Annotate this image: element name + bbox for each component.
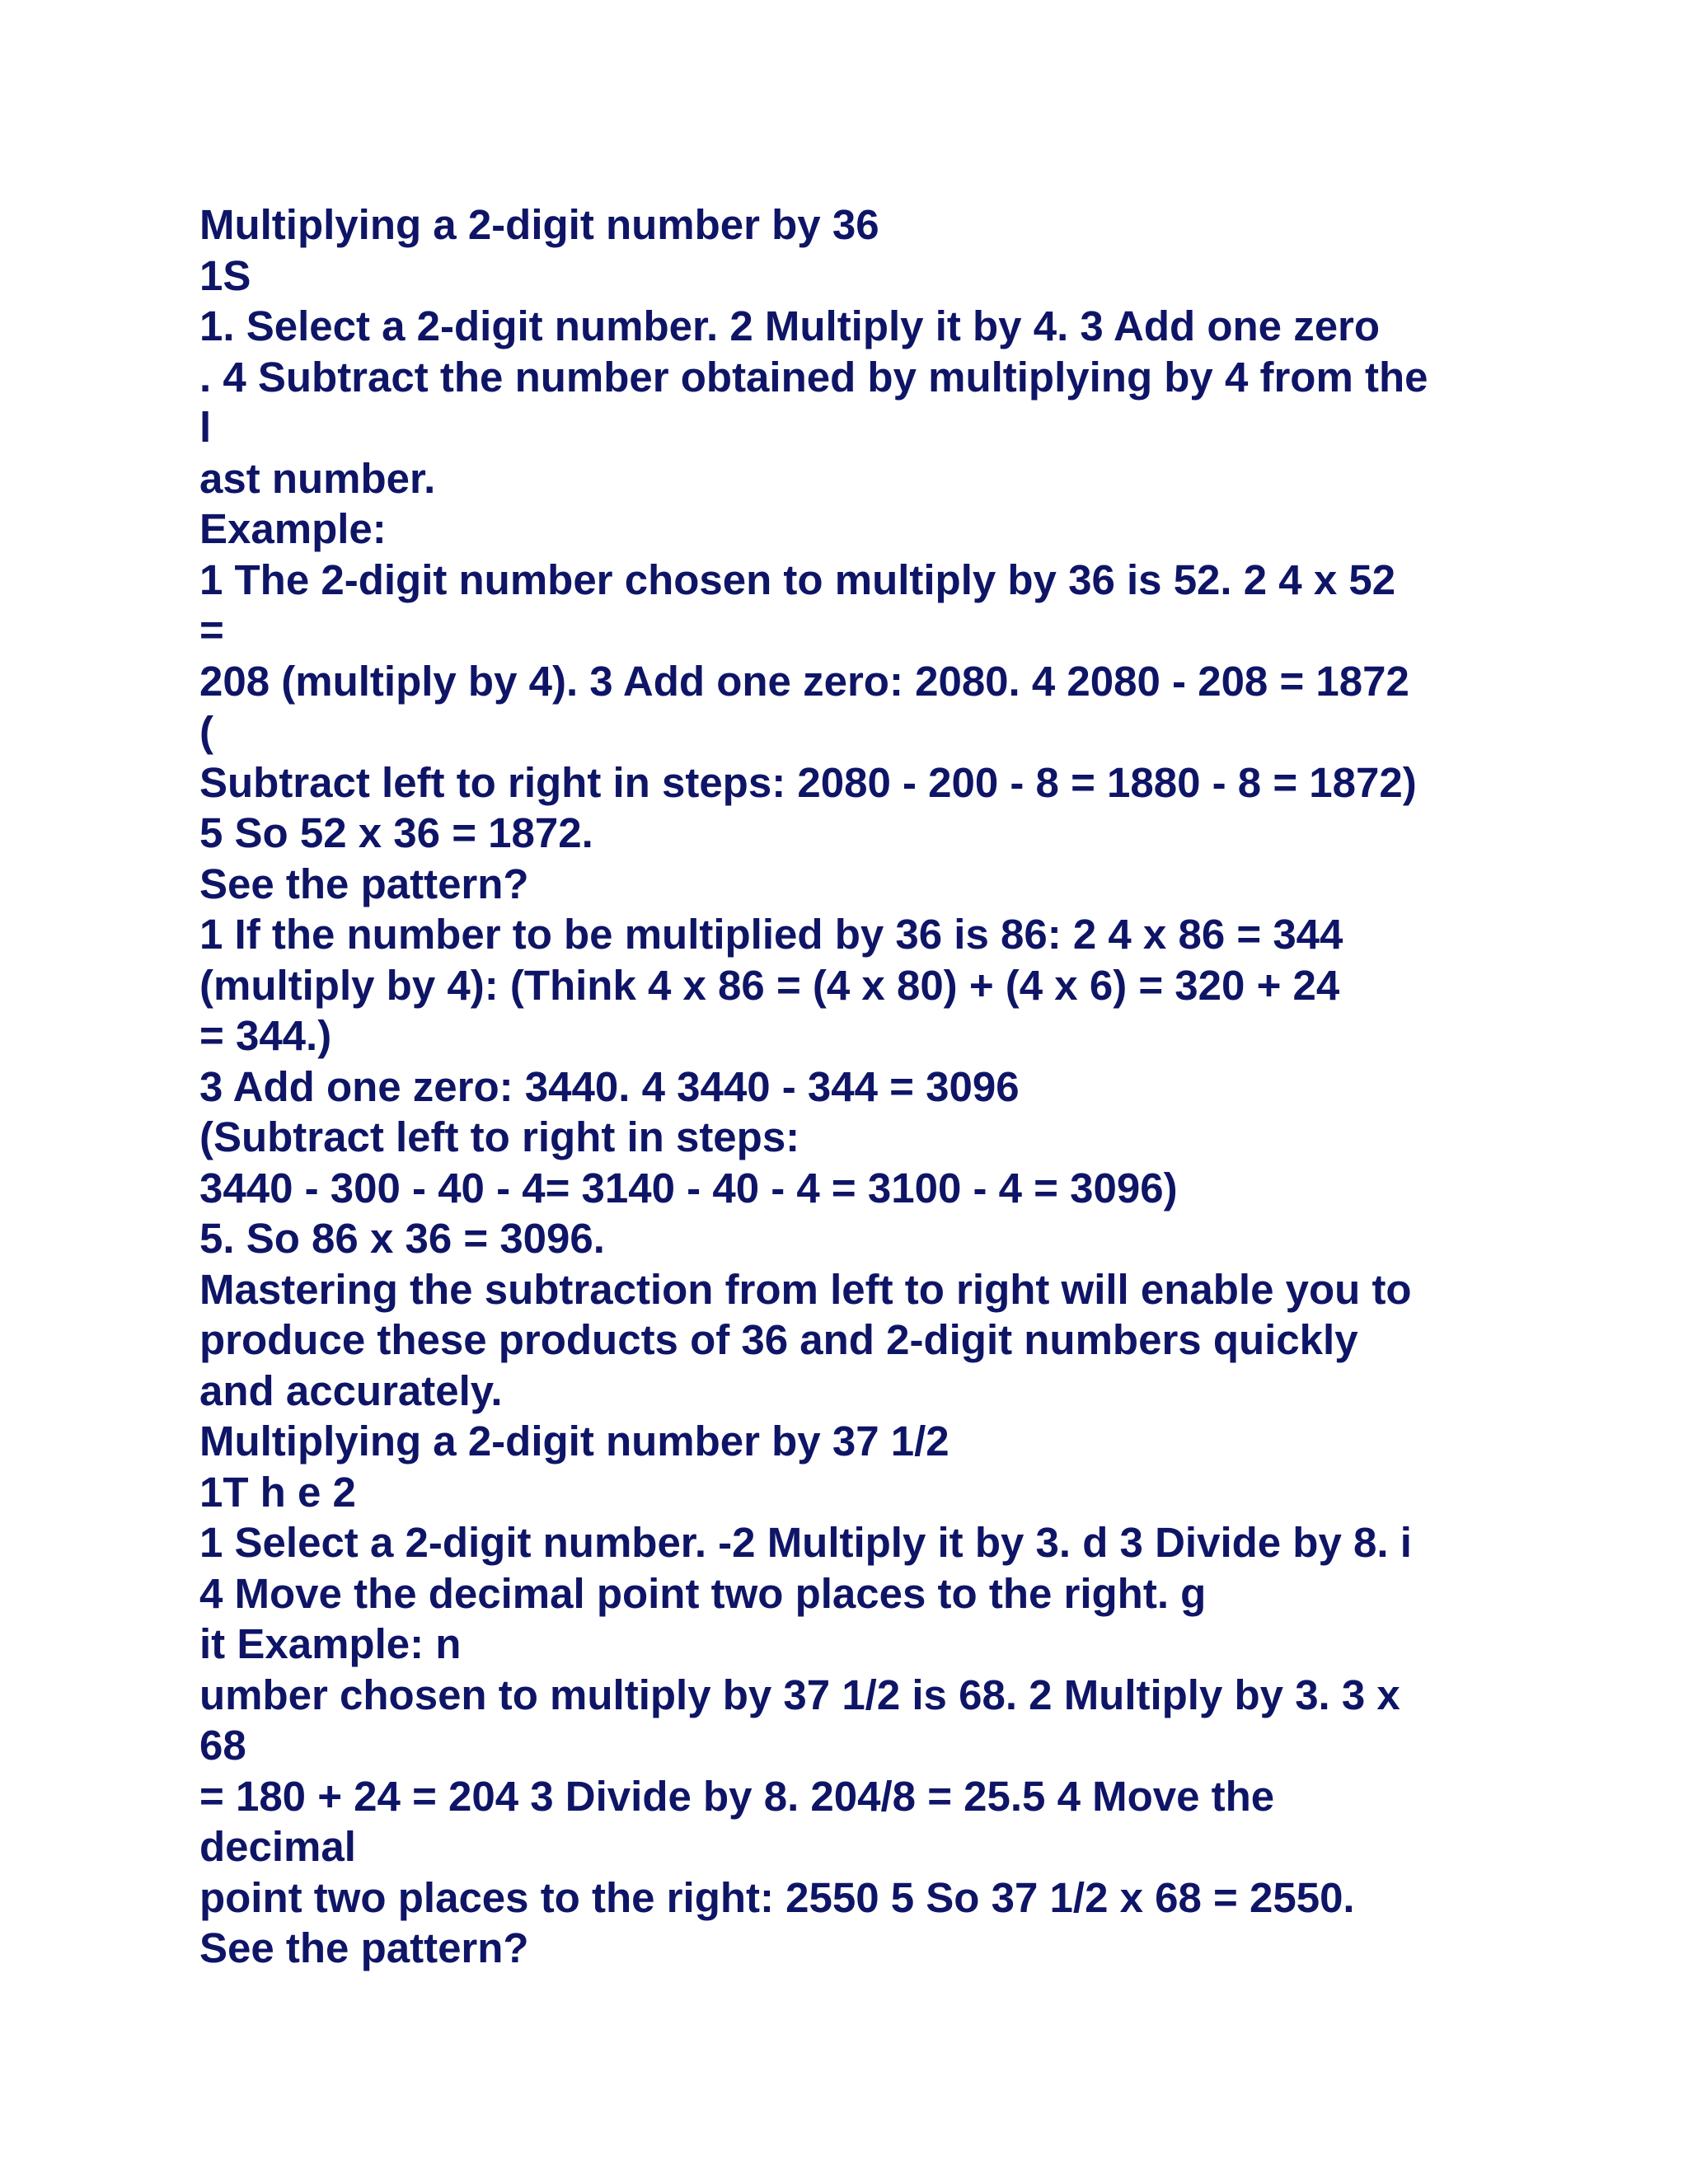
text-line: = 344.) xyxy=(199,1012,332,1059)
text-line: ( xyxy=(199,708,213,755)
text-line: ast number. xyxy=(199,454,436,502)
text-line: 5 So 52 x 36 = 1872. xyxy=(199,809,593,856)
text-line: 5. So 86 x 36 = 3096. xyxy=(199,1215,605,1262)
text-line: point two places to the right: 2550 5 So 37 1/2 x 68 = 2550. xyxy=(199,1873,1355,1921)
text-line: (multiply by 4): (Think 4 x 86 = (4 x 80) + (4 x 6) = 320 + 24 xyxy=(199,961,1340,1009)
text-line: umber chosen to multiply by 37 1/2 is 68. 2 Multiply by 3. 3 x xyxy=(199,1671,1400,1718)
example-heading: Example: xyxy=(199,505,387,552)
text-line: 1 The 2-digit number chosen to multiply by 36 is 52. 2 4 x 52 xyxy=(199,555,1396,603)
document-body xyxy=(199,199,1551,1974)
text-line: decimal xyxy=(199,1823,356,1870)
text-line: = xyxy=(199,607,224,654)
text-line: 4 Move the decimal point two places to the right. g xyxy=(199,1569,1207,1617)
section-heading-37-half: Multiplying a 2-digit number by 37 1/2 xyxy=(199,1418,950,1465)
text-line: 1. Select a 2-digit number. 2 Multiply it by 4. 3 Add one zero xyxy=(199,302,1381,349)
text-line: 1 If the number to be multiplied by 36 is 86: 2 4 x 86 = 344 xyxy=(199,911,1343,958)
text-line: . 4 Subtract the number obtained by multiplying by 4 from the xyxy=(199,353,1428,401)
pattern-heading: See the pattern? xyxy=(199,860,529,907)
section-heading-36: Multiplying a 2-digit number by 36 xyxy=(199,201,879,248)
text-line: Subtract left to right in steps: 2080 - 200 - 8 = 1880 - 8 = 1872) xyxy=(199,758,1417,806)
text-line: 3 Add one zero: 3440. 4 3440 - 344 = 3096 xyxy=(199,1062,1020,1110)
text-line: produce these products of 36 and 2-digit numbers quickly xyxy=(199,1316,1358,1363)
text-line: = 180 + 24 = 204 3 Divide by 8. 204/8 = 25.5 4 Move the xyxy=(199,1772,1275,1820)
text-line: (Subtract left to right in steps: xyxy=(199,1113,800,1160)
text-line: 3440 - 300 - 40 - 4= 3140 - 40 - 4 = 3100 - 4 = 3096) xyxy=(199,1164,1178,1212)
text-line: it Example: n xyxy=(199,1620,462,1667)
text-line: 1T h e 2 xyxy=(199,1468,356,1516)
text-line: and accurately. xyxy=(199,1366,503,1414)
text-line: Mastering the subtraction from left to right will enable you to xyxy=(199,1265,1412,1313)
text-line: 68 xyxy=(199,1722,246,1769)
text-line: 1 Select a 2-digit number. -2 Multiply it by 3. d 3 Divide by 8. i xyxy=(199,1519,1412,1566)
text-line: l xyxy=(199,404,212,451)
pattern-heading: See the pattern? xyxy=(199,1924,529,1971)
text-line: 208 (multiply by 4). 3 Add one zero: 2080. 4 2080 - 208 = 1872 xyxy=(199,657,1409,705)
text-line: 1S xyxy=(199,251,251,299)
